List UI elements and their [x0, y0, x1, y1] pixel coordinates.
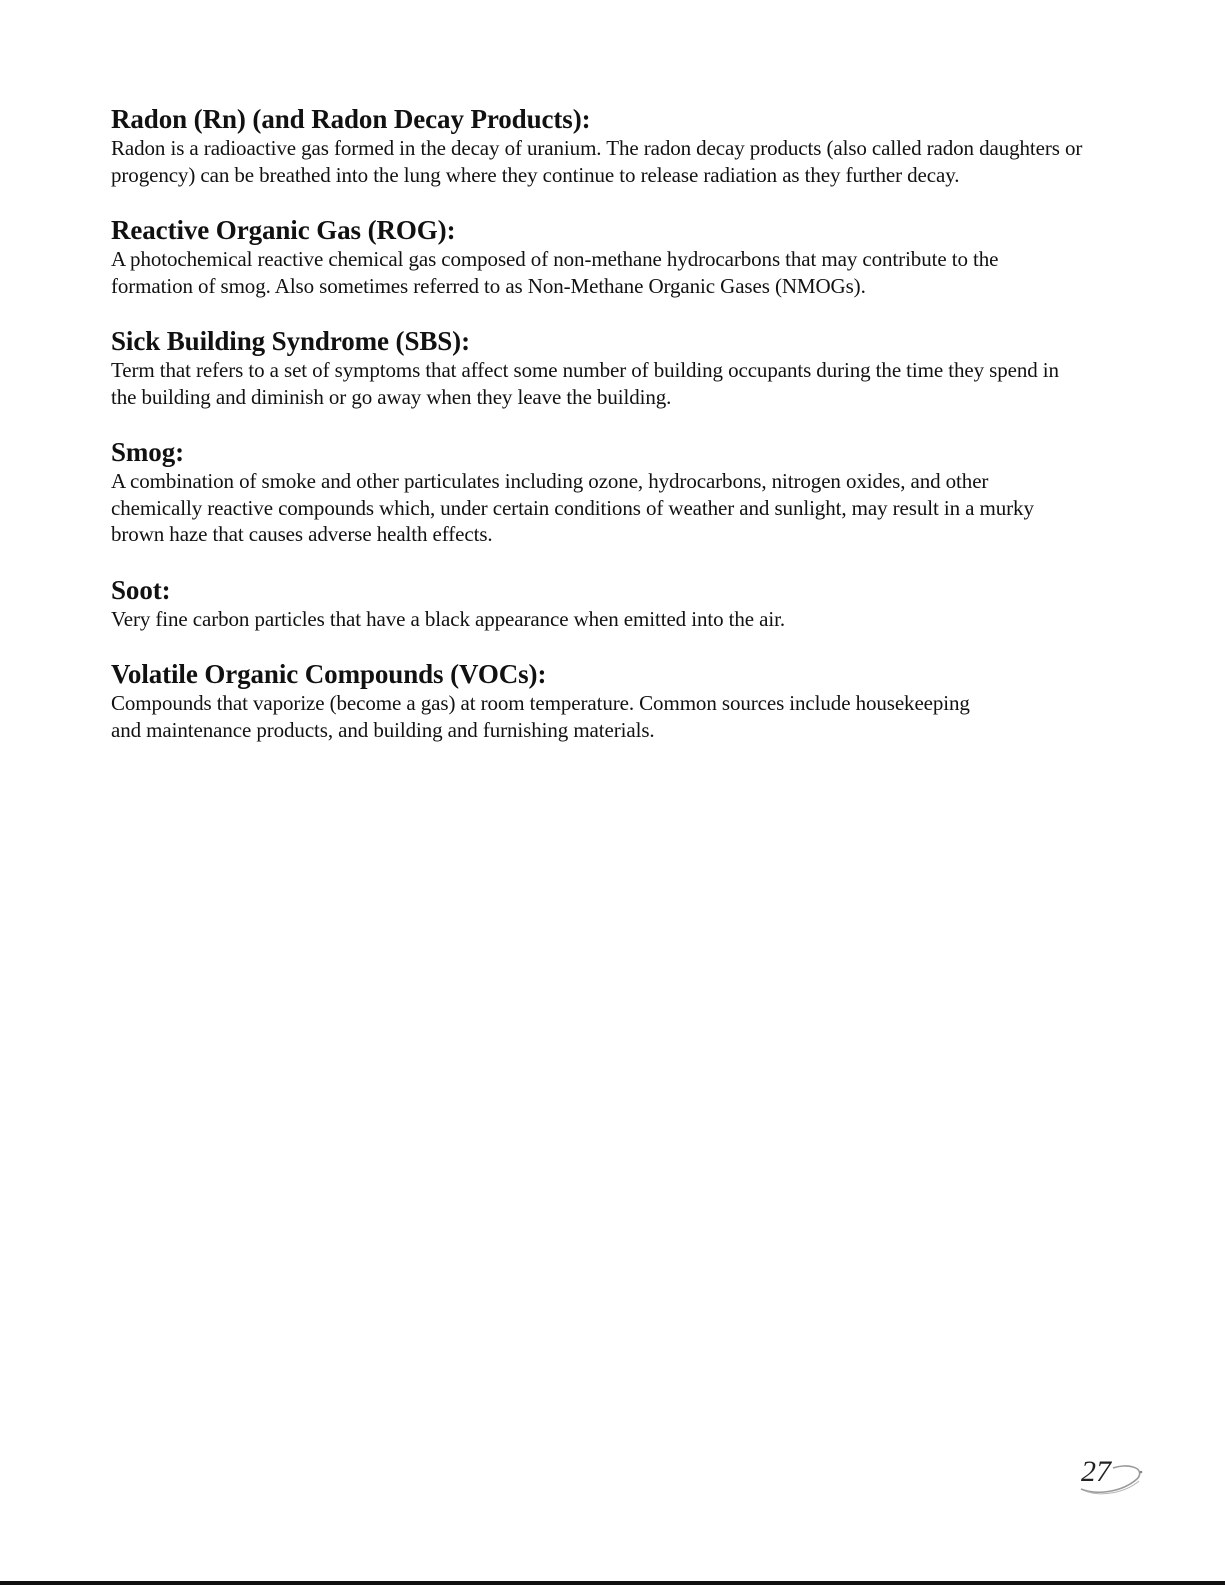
glossary-entry-smog	[111, 436, 1101, 548]
term-definition: Very fine carbon particles that have a black appearance when emitted into the air.	[111, 606, 785, 631]
term-heading: Reactive Organic Gas (ROG):	[111, 215, 456, 245]
glossary-entry-vocs	[111, 658, 1101, 743]
term-heading: Soot:	[111, 574, 171, 605]
glossary-content	[111, 103, 1101, 769]
term-definition: Term that refers to a set of symptoms that affect some number of building occupants during the time they spend in the building and diminish or go away when they leave the building.	[111, 358, 1059, 409]
term-heading: Sick Building Syndrome (SBS):	[111, 326, 470, 356]
glossary-entry-soot	[111, 574, 1101, 633]
term-definition: Compounds that vaporize (become a gas) at room temperature. Common sources include housekeeping and maintenance products, and building and furnishing materials.	[111, 691, 970, 742]
term-definition: Radon is a radioactive gas formed in the decay of uranium. The radon decay products (also called radon daughters or progency) can be breathed into the lung where they continue to release radiation as they further decay.	[111, 136, 1083, 187]
page-number: 27	[1081, 1455, 1111, 1488]
term-heading: Smog:	[111, 437, 184, 467]
glossary-entry-radon	[111, 103, 1101, 188]
glossary-entry-rog	[111, 214, 1101, 299]
term-heading: Volatile Organic Compounds (VOCs):	[111, 659, 547, 689]
term-definition: A combination of smoke and other particulates including ozone, hydrocarbons, nitrogen oxides, and other chemically reactive compounds which, under certain conditions of weather and sunlight, may result in a murky brown haze that causes adverse health effects.	[111, 469, 1034, 546]
page-number-badge	[1075, 1455, 1155, 1505]
term-definition: A photochemical reactive chemical gas composed of non-methane hydrocarbons that may contribute to the formation of smog. Also sometimes referred to as Non-Methane Organic Gases (NMOGs).	[111, 247, 999, 298]
glossary-entry-sbs	[111, 325, 1101, 410]
term-heading: Radon (Rn) (and Radon Decay Products):	[111, 104, 591, 134]
bottom-border	[0, 1581, 1225, 1585]
